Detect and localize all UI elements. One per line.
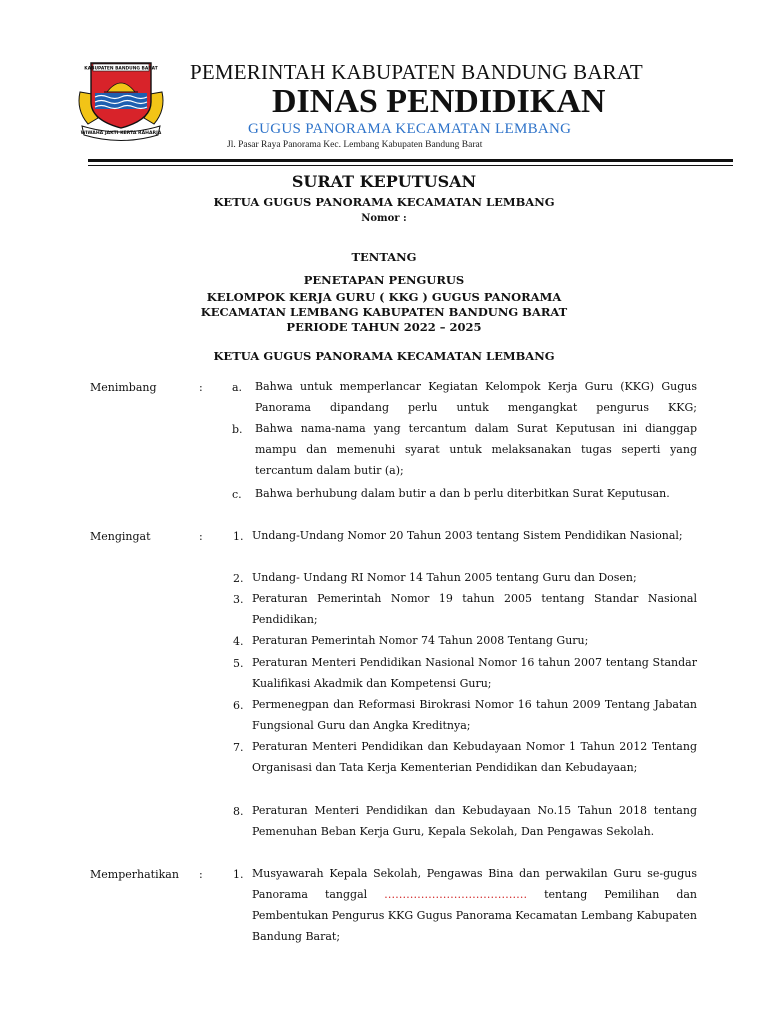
svg-text:WIWAHA JAKTI KERTA RAHARJA: WIWAHA JAKTI KERTA RAHARJA <box>80 131 162 136</box>
date-blank: ………………………………… <box>384 888 528 901</box>
list-marker: 2. <box>233 572 244 585</box>
list-marker: a. <box>232 381 243 394</box>
list-marker: 7. <box>233 741 244 754</box>
list-marker: b. <box>232 423 243 436</box>
header-divider-thin <box>88 165 733 166</box>
list-item: Permenegpan dan Reformasi Birokrasi Nomor 16 tahun 2009 Tentang Jabatan Fungsional Guru dan Angka Kreditnya; <box>252 698 697 732</box>
subject-line: PENETAPAN PENGURUS <box>303 273 465 287</box>
subject-line: PERIODE TAHUN 2022 – 2025 <box>286 320 482 334</box>
section-colon: : <box>199 530 203 543</box>
unit-name: GUGUS PANORAMA KECAMATAN LEMBANG <box>248 121 572 137</box>
list-item: Peraturan Menteri Pendidikan Nasional Nomor 16 tahun 2007 tentang Standar Kualifikasi Akadmik dan Kompetensi Guru; <box>252 656 697 690</box>
list-marker: 8. <box>233 805 244 818</box>
list-marker: c. <box>232 488 242 501</box>
section-label-menimbang: Menimbang <box>90 381 157 394</box>
government-name: PEMERINTAH KABUPATEN BANDUNG BARAT <box>190 60 643 84</box>
list-item: Undang- Undang RI Nomor 14 Tahun 2005 tentang Guru dan Dosen; <box>252 571 637 584</box>
section-colon: : <box>199 868 203 881</box>
agency-name: DINAS PENDIDIKAN <box>272 83 606 120</box>
document-type-title: SURAT KEPUTUSAN <box>291 172 477 191</box>
about-heading: TENTANG <box>351 250 417 264</box>
list-item: Bahwa nama-nama yang tercantum dalam Surat Keputusan ini dianggap mampu dan memenuhi syarat untuk melaksanakan tugas seperti yang tercantum dalam butir (a); <box>255 422 697 477</box>
list-marker: 3. <box>233 593 244 606</box>
section-label-memperhatikan: Memperhatikan <box>90 868 179 881</box>
list-marker: 5. <box>233 657 244 670</box>
header-divider-thick <box>88 159 733 162</box>
list-marker: 1. <box>233 868 244 881</box>
list-item: Peraturan Menteri Pendidikan dan Kebudayaan No.15 Tahun 2018 tentang Pemenuhan Beban Kerja Guru, Kepala Sekolah, Dan Pengawas Sekolah. <box>252 804 697 838</box>
issuer-title: KETUA GUGUS PANORAMA KECAMATAN LEMBANG <box>213 195 555 209</box>
office-address: Jl. Pasar Raya Panorama Kec. Lembang Kabupaten Bandung Barat <box>227 140 483 150</box>
list-item: Bahwa untuk memperlancar Kegiatan Kelompok Kerja Guru (KKG) Gugus Panorama dipandang perlu untuk mengangkat pengurus KKG; <box>255 380 697 414</box>
list-item: Peraturan Menteri Pendidikan dan Kebudayaan Nomor 1 Tahun 2012 Tentang Organisasi dan Tata Kerja Kementerian Pendidikan dan Kebudayaan; <box>252 740 697 774</box>
subject-line: KELOMPOK KERJA GURU ( KKG ) GUGUS PANORAMA <box>206 290 562 304</box>
list-marker: 1. <box>233 530 244 543</box>
kabupaten-logo-icon <box>74 58 168 142</box>
list-item: Undang-Undang Nomor 20 Tahun 2003 tentang Sistem Pendidikan Nasional; <box>252 529 683 542</box>
list-marker: 6. <box>233 699 244 712</box>
list-item: Peraturan Pemerintah Nomor 19 tahun 2005 tentang Standar Nasional Pendidikan; <box>252 592 697 626</box>
list-item: Peraturan Pemerintah Nomor 74 Tahun 2008 Tentang Guru; <box>252 634 589 647</box>
section-colon: : <box>199 381 203 394</box>
list-marker: 4. <box>233 635 244 648</box>
svg-text:KABUPATEN BANDUNG BARAT: KABUPATEN BANDUNG BARAT <box>84 66 158 72</box>
issuer-title-repeat: KETUA GUGUS PANORAMA KECAMATAN LEMBANG <box>213 349 555 363</box>
item-text-after: tentang Pemilihan dan Pembentukan Pengurus KKG Gugus Panorama Kecamatan Lembang Kabupaten Bandung Barat; <box>252 888 698 943</box>
list-item: Bahwa berhubung dalam butir a dan b perlu diterbitkan Surat Keputusan. <box>255 487 670 500</box>
list-item <box>252 863 697 947</box>
subject-line: KECAMATAN LEMBANG KABUPATEN BANDUNG BARAT <box>200 305 568 319</box>
item-text-before: Musyawarah Kepala Sekolah, Pengawas Bina dan perwakilan Guru se-gugus Panorama tanggal <box>252 867 697 901</box>
section-label-mengingat: Mengingat <box>90 530 151 543</box>
document-number-label: Nomor : <box>361 213 407 224</box>
